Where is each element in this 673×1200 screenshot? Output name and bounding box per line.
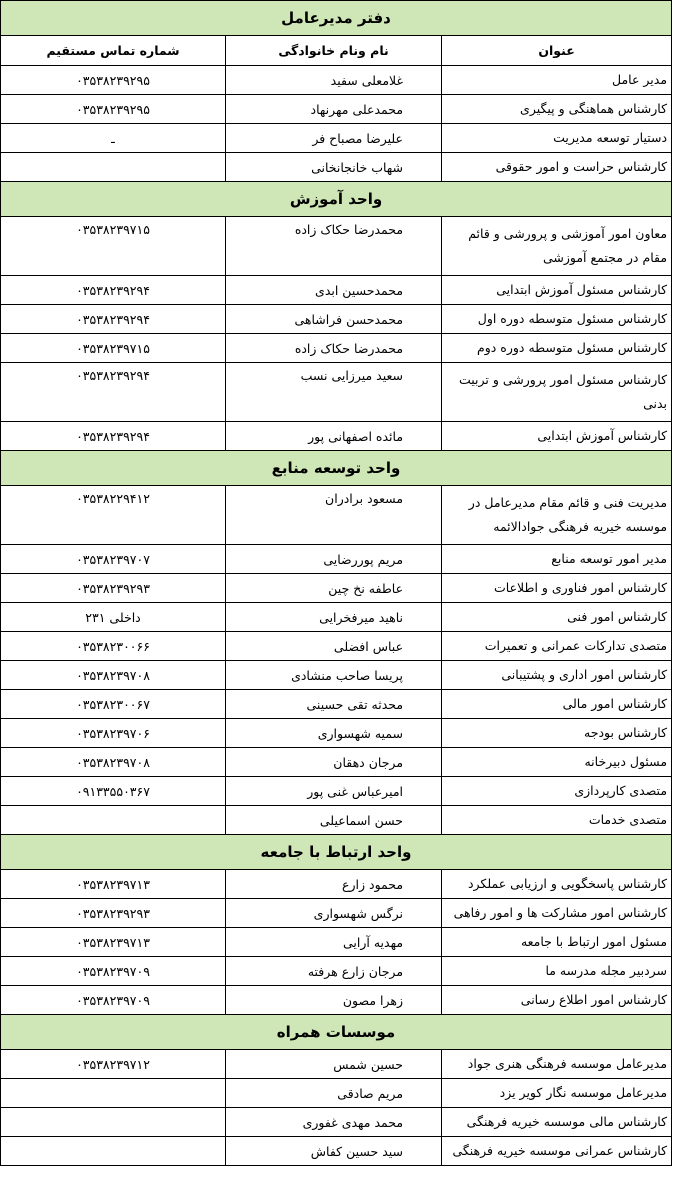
section-title: واحد آموزش [1,182,672,217]
person-name-cell: عاطفه نخ چین [226,574,442,603]
phone-cell: ۰۳۵۳۸۲۳۹۷۱۵ [1,217,226,276]
person-name-cell: حسن اسماعیلی [226,806,442,835]
table-row [1,1079,672,1108]
job-title-cell: کارشناس مالی موسسه خیریه فرهنگی [442,1108,672,1137]
table-row [1,632,672,661]
job-title-cell: مسئول امور ارتباط با جامعه [442,928,672,957]
phone-cell: داخلی ۲۳۱ [1,603,226,632]
section-header [1,1015,672,1050]
table-row [1,334,672,363]
phone-cell: ۰۳۵۳۸۲۲۹۴۱۲ [1,486,226,545]
table-row [1,1137,672,1166]
directory-body [1,1,672,1166]
table-row [1,661,672,690]
phone-cell: ۰۳۵۳۸۲۳۹۷۱۵ [1,334,226,363]
table-row [1,899,672,928]
phone-cell: ۰۳۵۳۸۲۳۹۷۱۲ [1,1050,226,1079]
phone-cell: ۰۳۵۳۸۲۳۹۷۰۹ [1,957,226,986]
phone-cell: ۰۳۵۳۸۲۳۹۲۹۴ [1,422,226,451]
table-row [1,545,672,574]
job-title-cell: مدیریت فنی و قائم مقام مدیرعامل در موسسه خیریه فرهنگی جوادالائمه [442,486,672,545]
phone-cell: ۰۳۵۳۸۲۳۹۲۹۵ [1,95,226,124]
person-name-cell: پریسا صاحب منشادی [226,661,442,690]
phone-cell [1,806,226,835]
table-row [1,986,672,1015]
person-name-cell: عباس افضلی [226,632,442,661]
person-name-cell: غلامعلی سفید [226,66,442,95]
header-phone: شماره تماس مستقیم [1,36,226,66]
job-title-cell: کارشناس حراست و امور حقوقی [442,153,672,182]
person-name-cell: نرگس شهسواری [226,899,442,928]
table-row [1,363,672,422]
table-row [1,422,672,451]
job-title-cell: مدیر امور توسعه منابع [442,545,672,574]
section-title: واحد ارتباط با جامعه [1,835,672,870]
job-title-cell: مدیر عامل [442,66,672,95]
phone-cell: ۰۳۵۳۸۲۳۹۷۱۳ [1,928,226,957]
job-title-cell: دستیار توسعه مدیریت [442,124,672,153]
phone-cell: ۰۹۱۳۳۵۵۰۳۶۷ [1,777,226,806]
table-row [1,305,672,334]
person-name-cell: محمد مهدی غفوری [226,1108,442,1137]
phone-cell: ۰۳۵۳۸۲۳۰۰۶۶ [1,632,226,661]
phone-cell: ۰۳۵۳۸۲۳۹۲۹۵ [1,66,226,95]
person-name-cell: محمدحسن فراشاهی [226,305,442,334]
job-title-cell: کارشناس امور اداری و پشتیبانی [442,661,672,690]
table-row [1,574,672,603]
job-title-cell: کارشناس پاسخگویی و ارزیابی عملکرد [442,870,672,899]
person-name-cell: مرجان زارع هرفته [226,957,442,986]
phone-cell [1,1079,226,1108]
job-title-cell: کارشناس امور مالی [442,690,672,719]
phone-cell: ۰۳۵۳۸۲۳۹۷۰۷ [1,545,226,574]
table-row [1,603,672,632]
phone-cell: ۰۳۵۳۸۲۳۹۷۰۸ [1,748,226,777]
phone-cell: ۰۳۵۳۸۲۳۹۷۰۶ [1,719,226,748]
person-name-cell: مرجان دهقان [226,748,442,777]
person-name-cell: سعید میرزایی نسب [226,363,442,422]
person-name-cell: مریم پوررضایی [226,545,442,574]
table-row [1,1050,672,1079]
section-title: واحد توسعه منابع [1,451,672,486]
phone-cell: ۰۳۵۳۸۲۳۹۲۹۴ [1,305,226,334]
section-title: موسسات همراه [1,1015,672,1050]
phone-cell: ۰۳۵۳۸۲۳۹۷۱۳ [1,870,226,899]
job-title-cell: کارشناس بودجه [442,719,672,748]
job-title-cell: کارشناس مسئول متوسطه دوره دوم [442,334,672,363]
phone-cell: ۰۳۵۳۸۲۳۹۲۹۳ [1,574,226,603]
job-title-cell: کارشناس امور مشارکت ها و امور رفاهی [442,899,672,928]
person-name-cell: محمدعلی مهرنهاد [226,95,442,124]
table-row [1,217,672,276]
job-title-cell: کارشناس آموزش ابتدایی [442,422,672,451]
table-row [1,777,672,806]
job-title-cell: معاون امور آموزشی و پرورشی و قائم مقام در مجتمع آموزشی [442,217,672,276]
person-name-cell: محمود زارع [226,870,442,899]
person-name-cell: محمدرضا حکاک زاده [226,217,442,276]
job-title-cell: سردبیر مجله مدرسه ما [442,957,672,986]
section-header [1,451,672,486]
table-row [1,66,672,95]
person-name-cell: مائده اصفهانی پور [226,422,442,451]
job-title-cell: کارشناس مسئول آموزش ابتدایی [442,276,672,305]
phone-cell: ۰۳۵۳۸۲۳۹۲۹۳ [1,899,226,928]
person-name-cell: زهرا مصون [226,986,442,1015]
person-name-cell: حسین شمس [226,1050,442,1079]
job-title-cell: کارشناس مسئول امور پرورشی و تربیت بدنی [442,363,672,422]
table-row [1,153,672,182]
job-title-cell: متصدی کارپردازی [442,777,672,806]
person-name-cell: مریم صادقی [226,1079,442,1108]
phone-cell: ۰۳۵۳۸۲۳۹۲۹۴ [1,363,226,422]
phone-cell [1,1137,226,1166]
column-headers [1,36,672,66]
table-row [1,276,672,305]
person-name-cell: محمدحسین ابدی [226,276,442,305]
job-title-cell: کارشناس امور فنی [442,603,672,632]
job-title-cell: مدیرعامل موسسه نگار کویر یزد [442,1079,672,1108]
person-name-cell: مهدیه آرایی [226,928,442,957]
header-title: عنوان [442,36,672,66]
table-row [1,748,672,777]
section-title: دفتر مدیرعامل [1,1,672,36]
header-name: نام ونام خانوادگی [226,36,442,66]
job-title-cell: کارشناس هماهنگی و پیگیری [442,95,672,124]
table-row [1,870,672,899]
person-name-cell: محمدرضا حکاک زاده [226,334,442,363]
job-title-cell: کارشناس عمرانی موسسه خیریه فرهنگی [442,1137,672,1166]
section-header [1,835,672,870]
table-row [1,957,672,986]
job-title-cell: کارشناس امور فناوری و اطلاعات [442,574,672,603]
section-header [1,182,672,217]
table-row [1,486,672,545]
job-title-cell: مسئول دبیرخانه [442,748,672,777]
table-row [1,928,672,957]
person-name-cell: امیرعباس غنی پور [226,777,442,806]
table-row [1,95,672,124]
phone-cell [1,153,226,182]
person-name-cell: محدثه تقی حسینی [226,690,442,719]
phone-cell: ۰۳۵۳۸۲۳۹۷۰۸ [1,661,226,690]
job-title-cell: مدیرعامل موسسه فرهنگی هنری جواد [442,1050,672,1079]
job-title-cell: کارشناس امور اطلاع رسانی [442,986,672,1015]
table-row [1,1108,672,1137]
job-title-cell: کارشناس مسئول متوسطه دوره اول [442,305,672,334]
section-header [1,1,672,36]
table-row [1,690,672,719]
phone-cell: ۰۳۵۳۸۲۳۹۲۹۴ [1,276,226,305]
job-title-cell: متصدی تدارکات عمرانی و تعمیرات [442,632,672,661]
person-name-cell: علیرضا مصباح فر [226,124,442,153]
phone-cell: ۰۳۵۳۸۲۳۹۷۰۹ [1,986,226,1015]
person-name-cell: سمیه شهسواری [226,719,442,748]
person-name-cell: سید حسین کفاش [226,1137,442,1166]
table-row [1,806,672,835]
phone-cell: ۰۳۵۳۸۲۳۰۰۶۷ [1,690,226,719]
table-row [1,124,672,153]
person-name-cell: ناهید میرفخرایی [226,603,442,632]
table-row [1,719,672,748]
phone-cell: ـ [1,124,226,153]
person-name-cell: شهاب خانجانخانی [226,153,442,182]
phone-cell [1,1108,226,1137]
person-name-cell: مسعود برادران [226,486,442,545]
job-title-cell: متصدی خدمات [442,806,672,835]
